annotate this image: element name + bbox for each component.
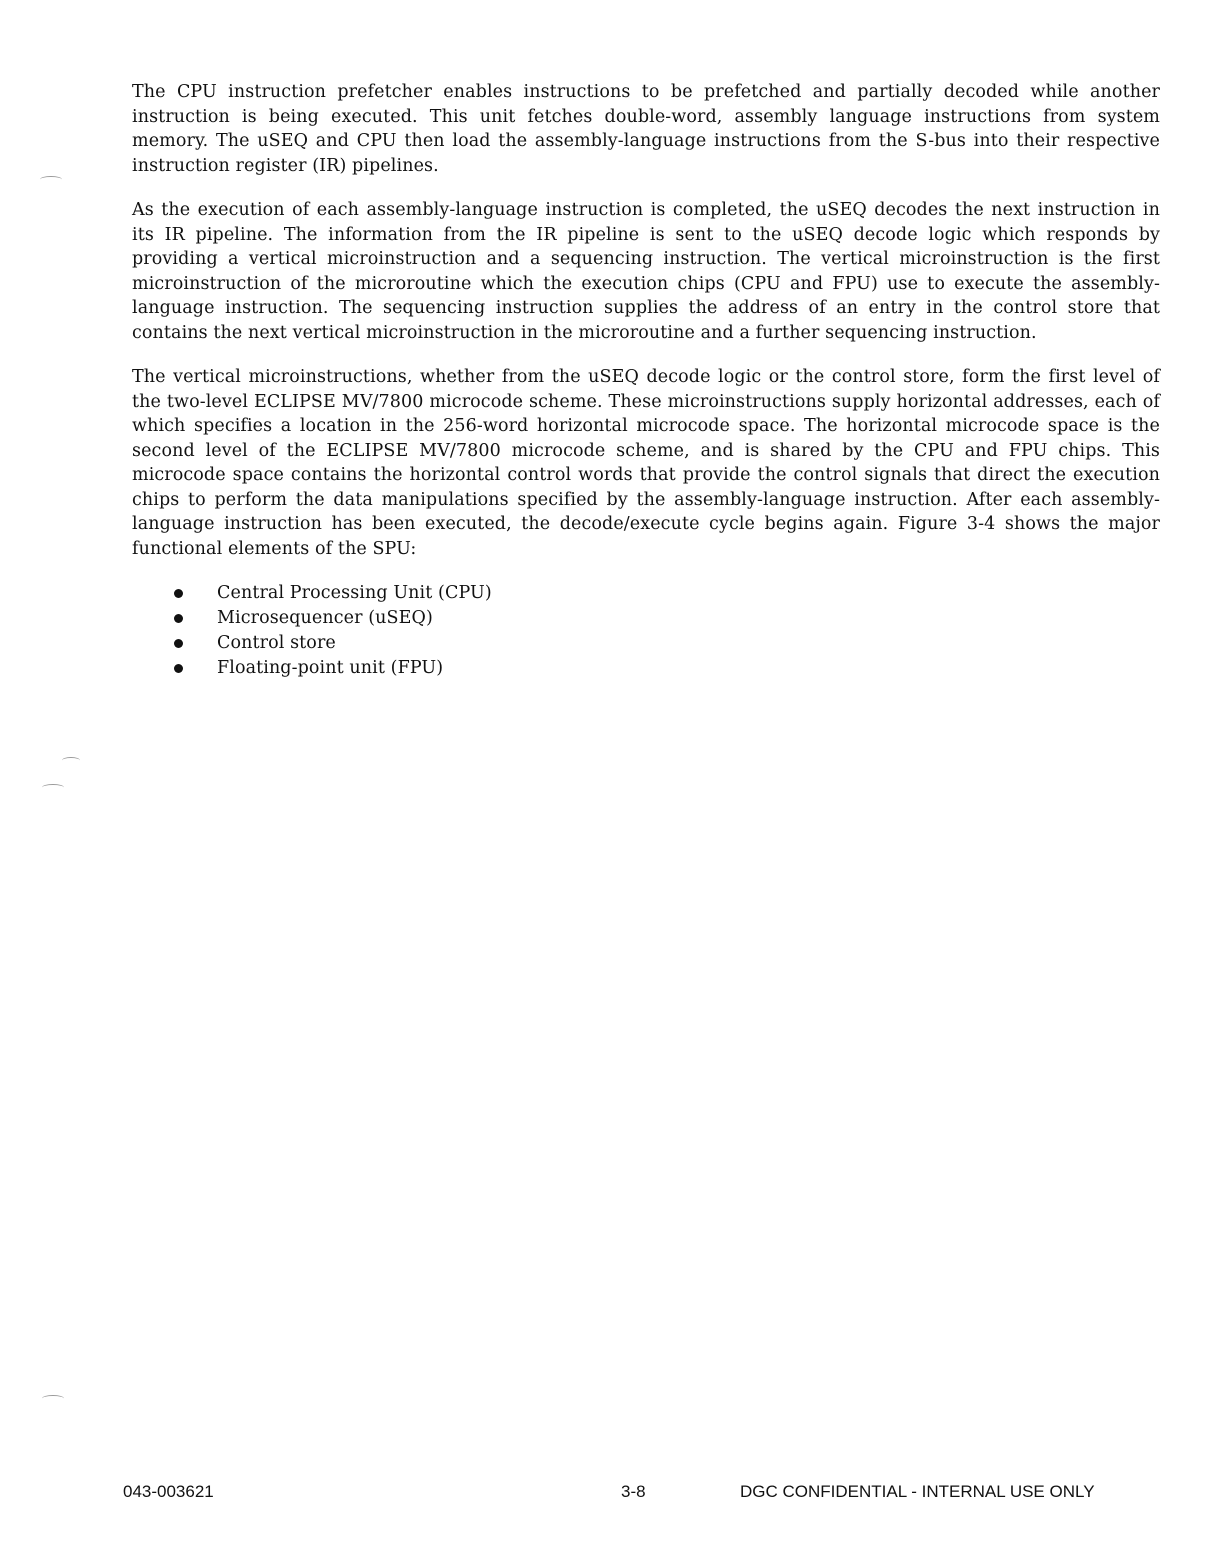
bullet-icon bbox=[174, 614, 183, 623]
margin-scan-mark bbox=[40, 176, 62, 183]
list-item bbox=[132, 656, 1160, 681]
footer-doc-number: 043-003621 bbox=[123, 1482, 214, 1501]
margin-scan-mark bbox=[42, 1395, 64, 1402]
paragraph-prefetcher: The CPU instruction prefetcher enables instructions to be prefetched and partially decoded while another instruction is being executed. This unit fetches double-word, assembly language instructions from system memory. The uSEQ and CPU then load the assembly-language instructions from the S-bus into their respective instruction register (IR) pipelines. bbox=[132, 82, 1160, 176]
bullet-icon bbox=[174, 589, 183, 598]
list-item-label: Floating-point unit (FPU) bbox=[217, 658, 444, 678]
margin-scan-mark bbox=[62, 757, 80, 764]
bullet-icon bbox=[174, 639, 183, 648]
list-item-label: Microsequencer (uSEQ) bbox=[217, 608, 433, 628]
bullet-icon bbox=[174, 664, 183, 673]
spu-elements-list bbox=[132, 581, 1160, 681]
body-text bbox=[132, 80, 1160, 681]
list-item bbox=[132, 631, 1160, 656]
margin-scan-mark bbox=[42, 784, 64, 791]
footer-page-number: 3-8 bbox=[621, 1482, 646, 1501]
list-item bbox=[132, 606, 1160, 631]
list-item-label: Central Processing Unit (CPU) bbox=[217, 583, 492, 603]
footer-confidential-notice: DGC CONFIDENTIAL - INTERNAL USE ONLY bbox=[740, 1482, 1095, 1501]
paragraph-microcode-scheme: The vertical microinstructions, whether from the uSEQ decode logic or the control store, form the first level of the two-level ECLIPSE MV/7800 microcode scheme. These microinstructions supply horizontal addresses, each of which specifies a location in the 256-word horizontal microcode space. The horizontal microcode space is the second level of the ECLIPSE MV/7800 microcode scheme, and is shared by the CPU and FPU chips. This microcode space contains the horizontal control words that provide the control signals that direct the execution chips to perform the data manipulations specified by the assembly-language instruction. After each assembly-language instruction has been executed, the decode/execute cycle begins again. Figure 3-4 shows the major functional elements of the SPU: bbox=[132, 367, 1160, 559]
list-item-label: Control store bbox=[217, 633, 336, 653]
paragraph-decode-cycle: As the execution of each assembly-language instruction is completed, the uSEQ decodes the next instruction in its IR pipeline. The information from the IR pipeline is sent to the uSEQ decode logic which responds by providing a vertical microinstruction and a sequencing instruction. The vertical microinstruction is the first microinstruction of the microroutine which the execution chips (CPU and FPU) use to execute the assembly-language instruction. The sequencing instruction supplies the address of an entry in the control store that contains the next vertical microinstruction in the microroutine and a further sequencing instruction. bbox=[132, 200, 1160, 343]
list-item bbox=[132, 581, 1160, 606]
